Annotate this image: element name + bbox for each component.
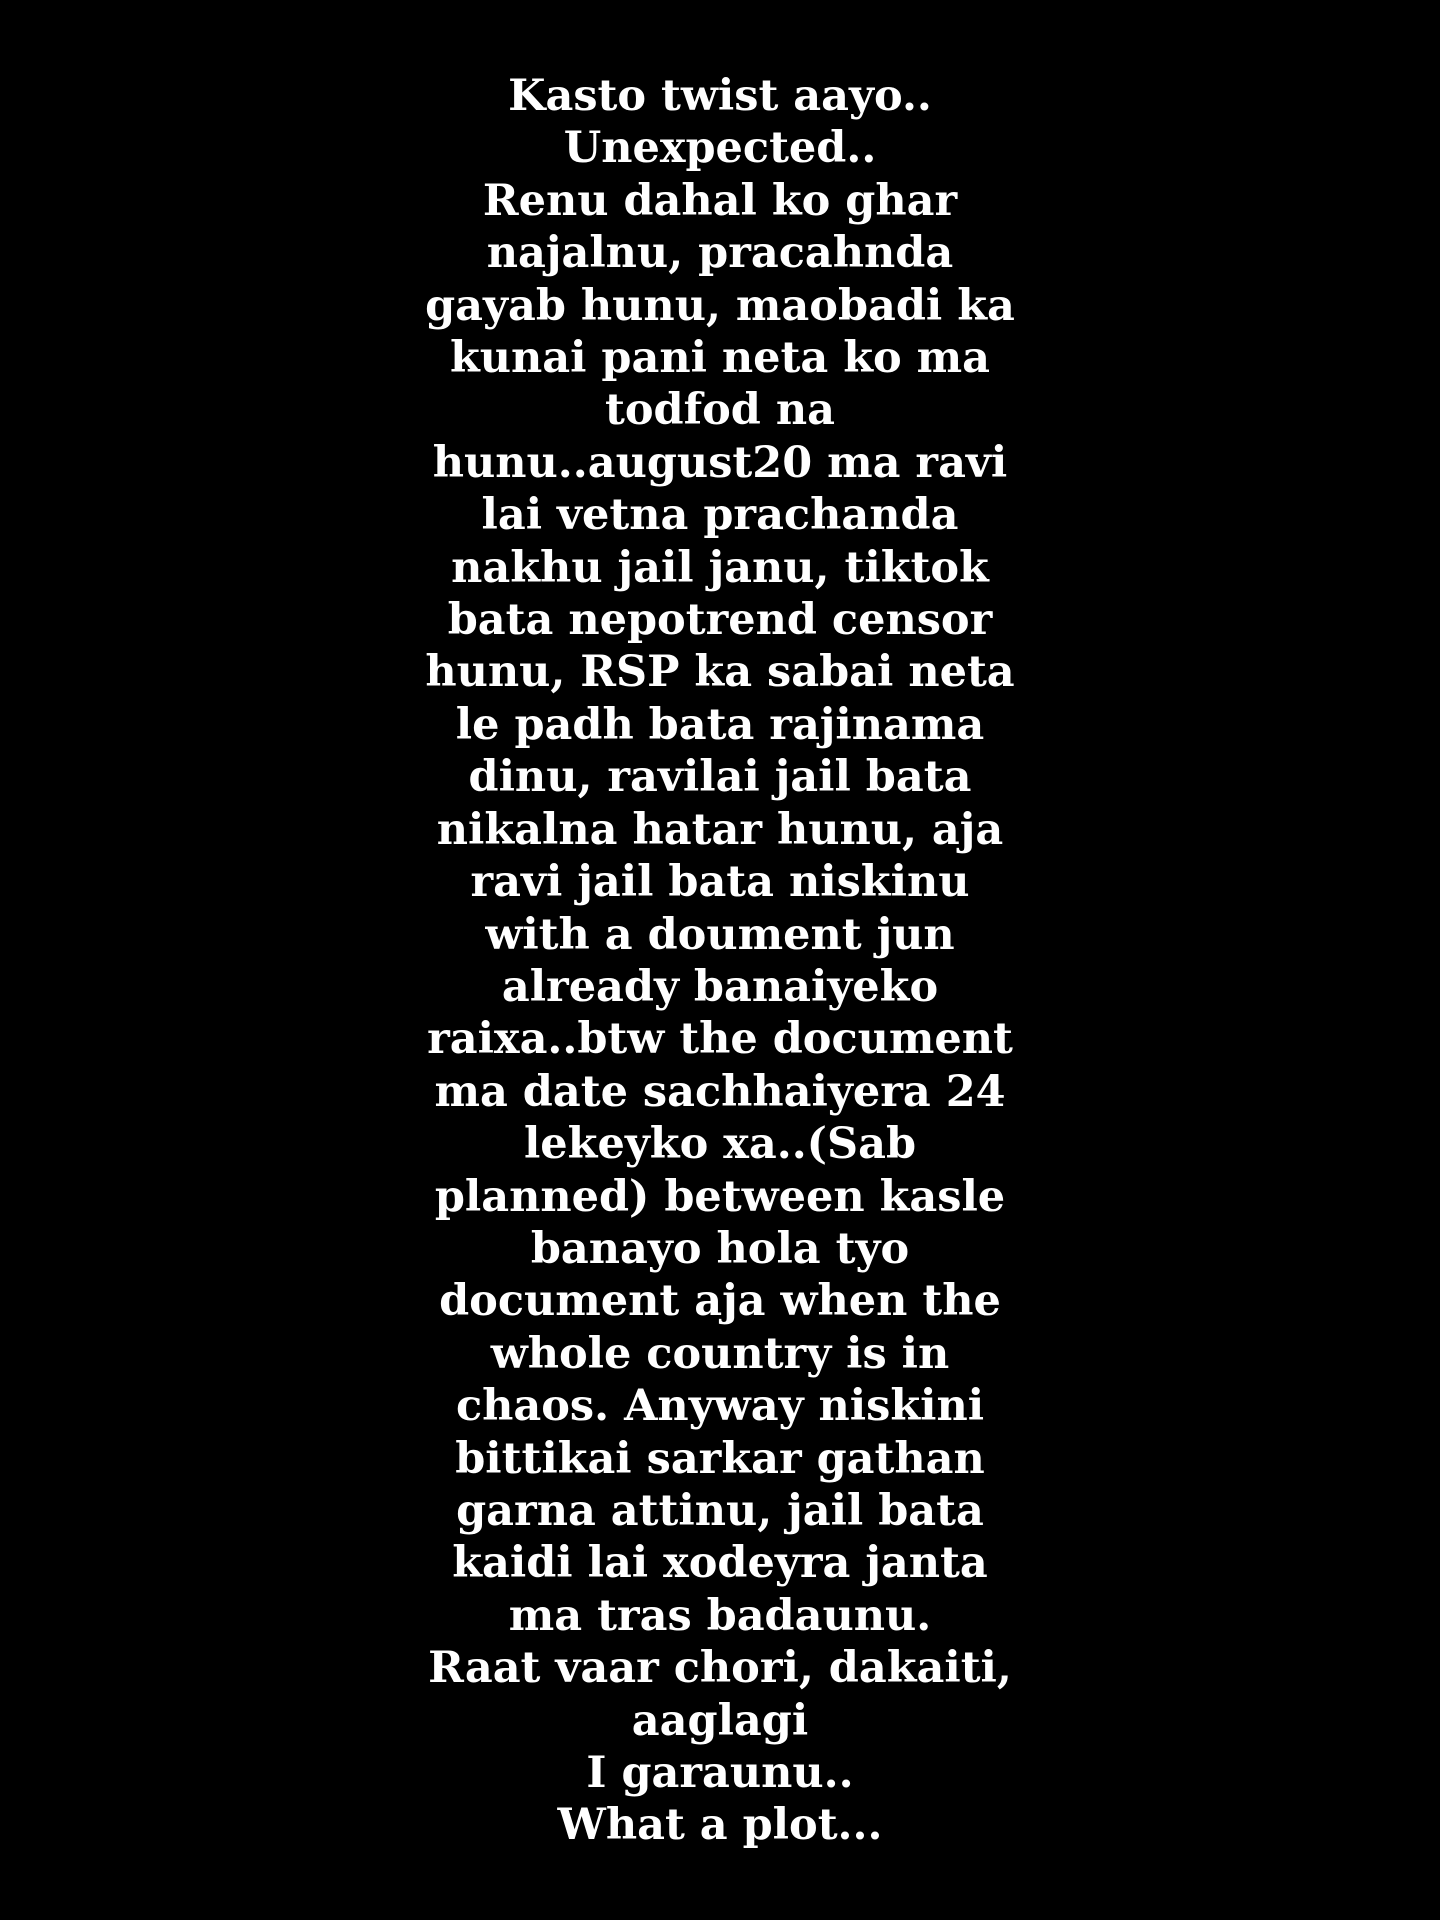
story-line: planned) between kasle <box>434 1171 1006 1222</box>
story-line: whole country is in <box>490 1328 950 1379</box>
story-line: ma date sachhaiyera 24 <box>434 1066 1006 1117</box>
story-line: gayab hunu, maobadi ka <box>425 280 1015 331</box>
story-line: aaglagi <box>631 1695 809 1746</box>
story-line: bittikai sarkar gathan <box>455 1433 985 1484</box>
story-line: already banaiyeko <box>501 961 939 1012</box>
story-line: with a doument jun <box>485 909 955 960</box>
story-line: hunu, RSP ka sabai neta <box>425 647 1015 698</box>
story-line: I garaunu.. <box>586 1748 854 1798</box>
story-line: ma tras badaunu. <box>508 1590 932 1641</box>
story-line: le padh bata rajinama <box>455 699 985 750</box>
story-line: bata nepotrend censor <box>447 595 993 646</box>
story-line: document aja when the <box>439 1276 1001 1327</box>
story-line: Kasto twist aayo.. <box>508 71 932 121</box>
story-line: raixa..btw the document <box>427 1014 1013 1065</box>
story-line: kaidi lai xodeyra janta <box>452 1538 988 1589</box>
story-line: What a plot... <box>557 1800 883 1851</box>
story-line: Renu dahal ko ghar <box>482 175 958 226</box>
story-line: hunu..august20 ma ravi <box>432 437 1008 488</box>
story-line: lekeyko xa..(Sab <box>523 1119 917 1170</box>
story-line: lai vetna prachanda <box>481 490 959 541</box>
story-line: nikalna hatar hunu, aja <box>436 804 1004 855</box>
story-text-block <box>0 70 1440 1852</box>
story-line: banayo hola tyo <box>530 1223 910 1274</box>
story-line: ravi jail bata niskinu <box>470 857 970 908</box>
story-line: kunai pani neta ko ma <box>449 333 991 384</box>
story-line: najalnu, pracahnda <box>486 228 954 279</box>
story-line: garna attinu, jail bata <box>456 1485 984 1536</box>
story-line: Raat vaar chori, dakaiti, <box>428 1643 1012 1694</box>
story-line: Unexpected.. <box>563 123 877 174</box>
story-line: chaos. Anyway niskini <box>455 1381 985 1432</box>
story-line: dinu, ravilai jail bata <box>468 752 972 803</box>
story-line: nakhu jail janu, tiktok <box>451 542 989 593</box>
story-line: todfod na <box>605 385 835 436</box>
